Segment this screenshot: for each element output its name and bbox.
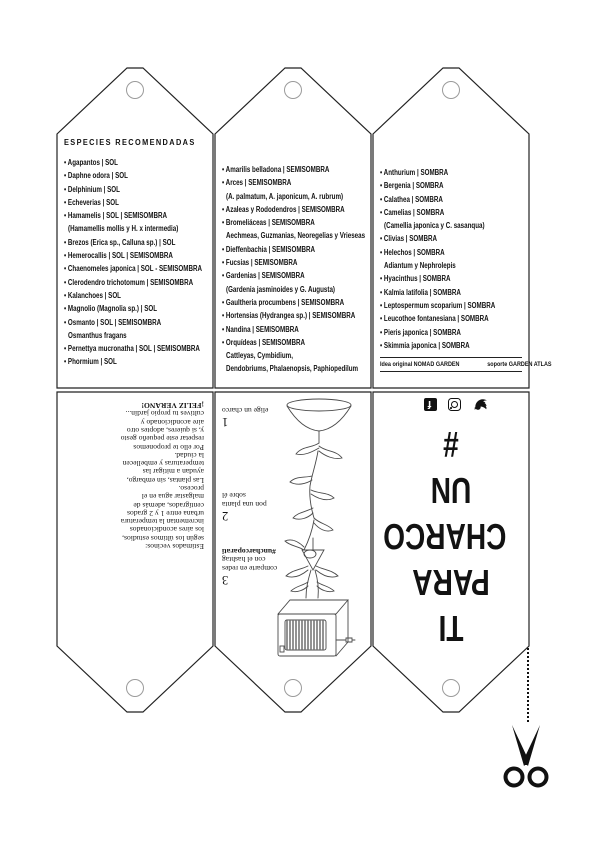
species-row: • Phormium | SOL [64, 357, 117, 367]
headline-un: UN [430, 470, 472, 511]
species-row: • Hamamelis | SOL | SEMISOMBRA [64, 211, 168, 221]
message-line: ¡FELIZ VERANO! [141, 401, 204, 411]
credit-idea: Idea original NOMAD GARDEN [380, 361, 460, 368]
message-line: temperaturas y embellecen [122, 459, 204, 469]
step-text-line: pon una planta [222, 500, 267, 509]
message-line: según los últimos estudios, [122, 533, 204, 543]
species-row: Cattleyas, Cymbidium, [226, 351, 293, 361]
species-row: • Osmanto | SOL | SEMISOMBRA [64, 317, 162, 327]
species-row: • Camelias | SOMBRA [380, 207, 445, 217]
species-row: • Chaenomeles japonica | SOL - SEMISOMBRA [64, 264, 203, 274]
message-line: ayudan a mitigar las [142, 467, 204, 477]
species-row: (A. palmatum, A. japonicum, A. rubrum) [226, 191, 344, 201]
species-row: • Leucothoe fontanesiana | SOMBRA [380, 314, 489, 324]
instagram-lens [451, 401, 458, 408]
message-line: Las plantas, sin embargo, [126, 475, 204, 485]
species-row: Osmanthus fragans [68, 330, 127, 340]
species-row: • Delphinium | SOL [64, 184, 120, 194]
instagram-icon [449, 398, 462, 411]
species-row: • Helechos | SOMBRA [380, 247, 445, 257]
step-text-line: sobre él [222, 491, 246, 501]
species-list-title: ESPECIES RECOMENDADAS [64, 138, 196, 147]
species-row: • Fucsias | SEMISOMBRA [222, 258, 298, 268]
species-list-sol [64, 154, 206, 367]
species-row: (Camellia japonica y C. sasanqua) [384, 221, 485, 231]
species-list-sombra [380, 164, 522, 350]
species-row: • Agapantos | SOL [64, 158, 118, 167]
twitter-bird-icon [473, 398, 488, 411]
tag-semisombra-content [222, 161, 364, 374]
species-row: • Daphne odora | SOL [64, 171, 128, 181]
species-row: • Kalanchoes | SOL [64, 290, 121, 300]
step-text-line: comparte en redes [222, 564, 278, 573]
species-row: • Skimmia japonica | SOMBRA [380, 340, 470, 350]
species-row: • Calathea | SOMBRA [380, 194, 443, 204]
species-row: • Nandina | SEMISOMBRA [222, 324, 299, 334]
headline-charco: CHARCO [383, 516, 507, 557]
step-number: 3 [222, 573, 229, 587]
species-row: • Orquídeas | SEMISOMBRA [222, 337, 305, 347]
species-row: • Magnolio (Magnolia sp.) | SOL [64, 304, 158, 314]
species-row: • Gaultheria procumbens | SEMISOMBRA [222, 297, 345, 307]
message-line: y, si quieres, adoptes otro [126, 426, 204, 436]
step-number: 1 [222, 415, 229, 429]
scissors-icon [497, 724, 555, 792]
species-row: • Amarilis belladona | SEMISOMBRA [222, 165, 330, 174]
message-line: urbana entre 1 y 2 grados [127, 508, 204, 518]
campaign-headline [380, 410, 522, 662]
message-line: centígrados, además de [133, 500, 204, 510]
credit-support: soporte GARDEN ATLAS [486, 361, 552, 368]
species-row: • Kalmia latifolia | SOMBRA [380, 287, 461, 297]
species-row: • Pieris japonica | SOMBRA [380, 327, 461, 337]
message-line: Por ello te proponemos [133, 442, 204, 452]
instagram-dot [451, 407, 453, 409]
species-row: • Brezos (Erica sp., Calluna sp.) | SOL [64, 237, 176, 247]
scissors-handle [506, 769, 523, 786]
message-line: proceso. [178, 484, 204, 494]
message-line: cultives tu propio jardín... [125, 409, 204, 419]
species-row: • Hemerocallis | SOL | SEMISOMBRA [64, 251, 173, 261]
step-text-line: elige un charco [222, 406, 269, 415]
plant-on-ac-illustration [264, 536, 356, 666]
message-line: Estimados vecinos: [145, 542, 204, 551]
scissors-handle [530, 769, 547, 786]
tag-sol-content [64, 138, 206, 367]
species-row: • Bromeliáceas | SEMISOMBRA [222, 218, 315, 228]
headline-hash: # [443, 424, 459, 465]
message-line: la ciudad. [174, 450, 204, 460]
species-row: • Clerodendro trichotomum | SEMISOMBRA [64, 277, 194, 287]
campaign-hashtag: #uncharcoparati [222, 546, 276, 556]
species-row: • Dieffenbachia | SEMISOMBRA [222, 244, 316, 254]
species-row: Adiantum y Nephrolepis [384, 261, 456, 271]
credit-line [380, 357, 552, 372]
species-row: • Pernettya mucronatha | SOL | SEMISOMBRA [64, 344, 200, 354]
headline-para: PARA [412, 562, 490, 603]
species-row: • Clivias | SOMBRA [380, 234, 437, 244]
cut-line [527, 648, 529, 722]
species-row: (Gardenia jasminoides y G. Augusta) [226, 284, 335, 294]
species-row: • Leptospermum scoparium | SOMBRA [380, 300, 496, 310]
species-row: • Hyacinthus | SOMBRA [380, 274, 451, 284]
headline-ti: TI [438, 608, 464, 649]
scissors-pivot [524, 761, 528, 765]
species-row: (Hamamellis mollis y H. x intermedia) [68, 224, 179, 234]
message-line: incrementan la temperatura [120, 517, 204, 527]
step-number: 2 [222, 509, 229, 523]
social-icons [424, 396, 488, 413]
species-row: Aechmeas, Guzmanias, Neoregelias y Vrieseas [226, 231, 366, 241]
species-row: • Bergenia | SOMBRA [380, 181, 444, 191]
species-row: • Arces | SEMISOMBRA [222, 178, 292, 188]
species-row: • Anthurium | SOMBRA [380, 168, 449, 177]
species-list-semisombra [222, 161, 364, 374]
species-row: • Echeverias | SOL [64, 197, 119, 207]
neighbors-message [66, 401, 204, 550]
message-line: los aires acondicionados [129, 525, 204, 535]
facebook-icon: f [424, 398, 437, 411]
species-row: • Gardenias | SEMISOMBRA [222, 271, 305, 281]
species-row: • Azaleas y Rododendros | SEMISOMBRA [222, 204, 345, 214]
species-row: Dendobriums, Phalaenopsis, Paphiopedilum [226, 364, 359, 374]
tag-sombra-content [380, 164, 522, 350]
message-line: malgastar agua en el [141, 492, 204, 502]
message-line: aire acondicionado y [140, 417, 204, 427]
step-text-line: con el hashtag [222, 555, 266, 565]
species-row: • Hortensias (Hydrangea sp.) | SEMISOMBRA [222, 311, 356, 321]
message-line: respetar este pequeño gesto [120, 434, 204, 444]
scissors-blade [523, 725, 540, 766]
